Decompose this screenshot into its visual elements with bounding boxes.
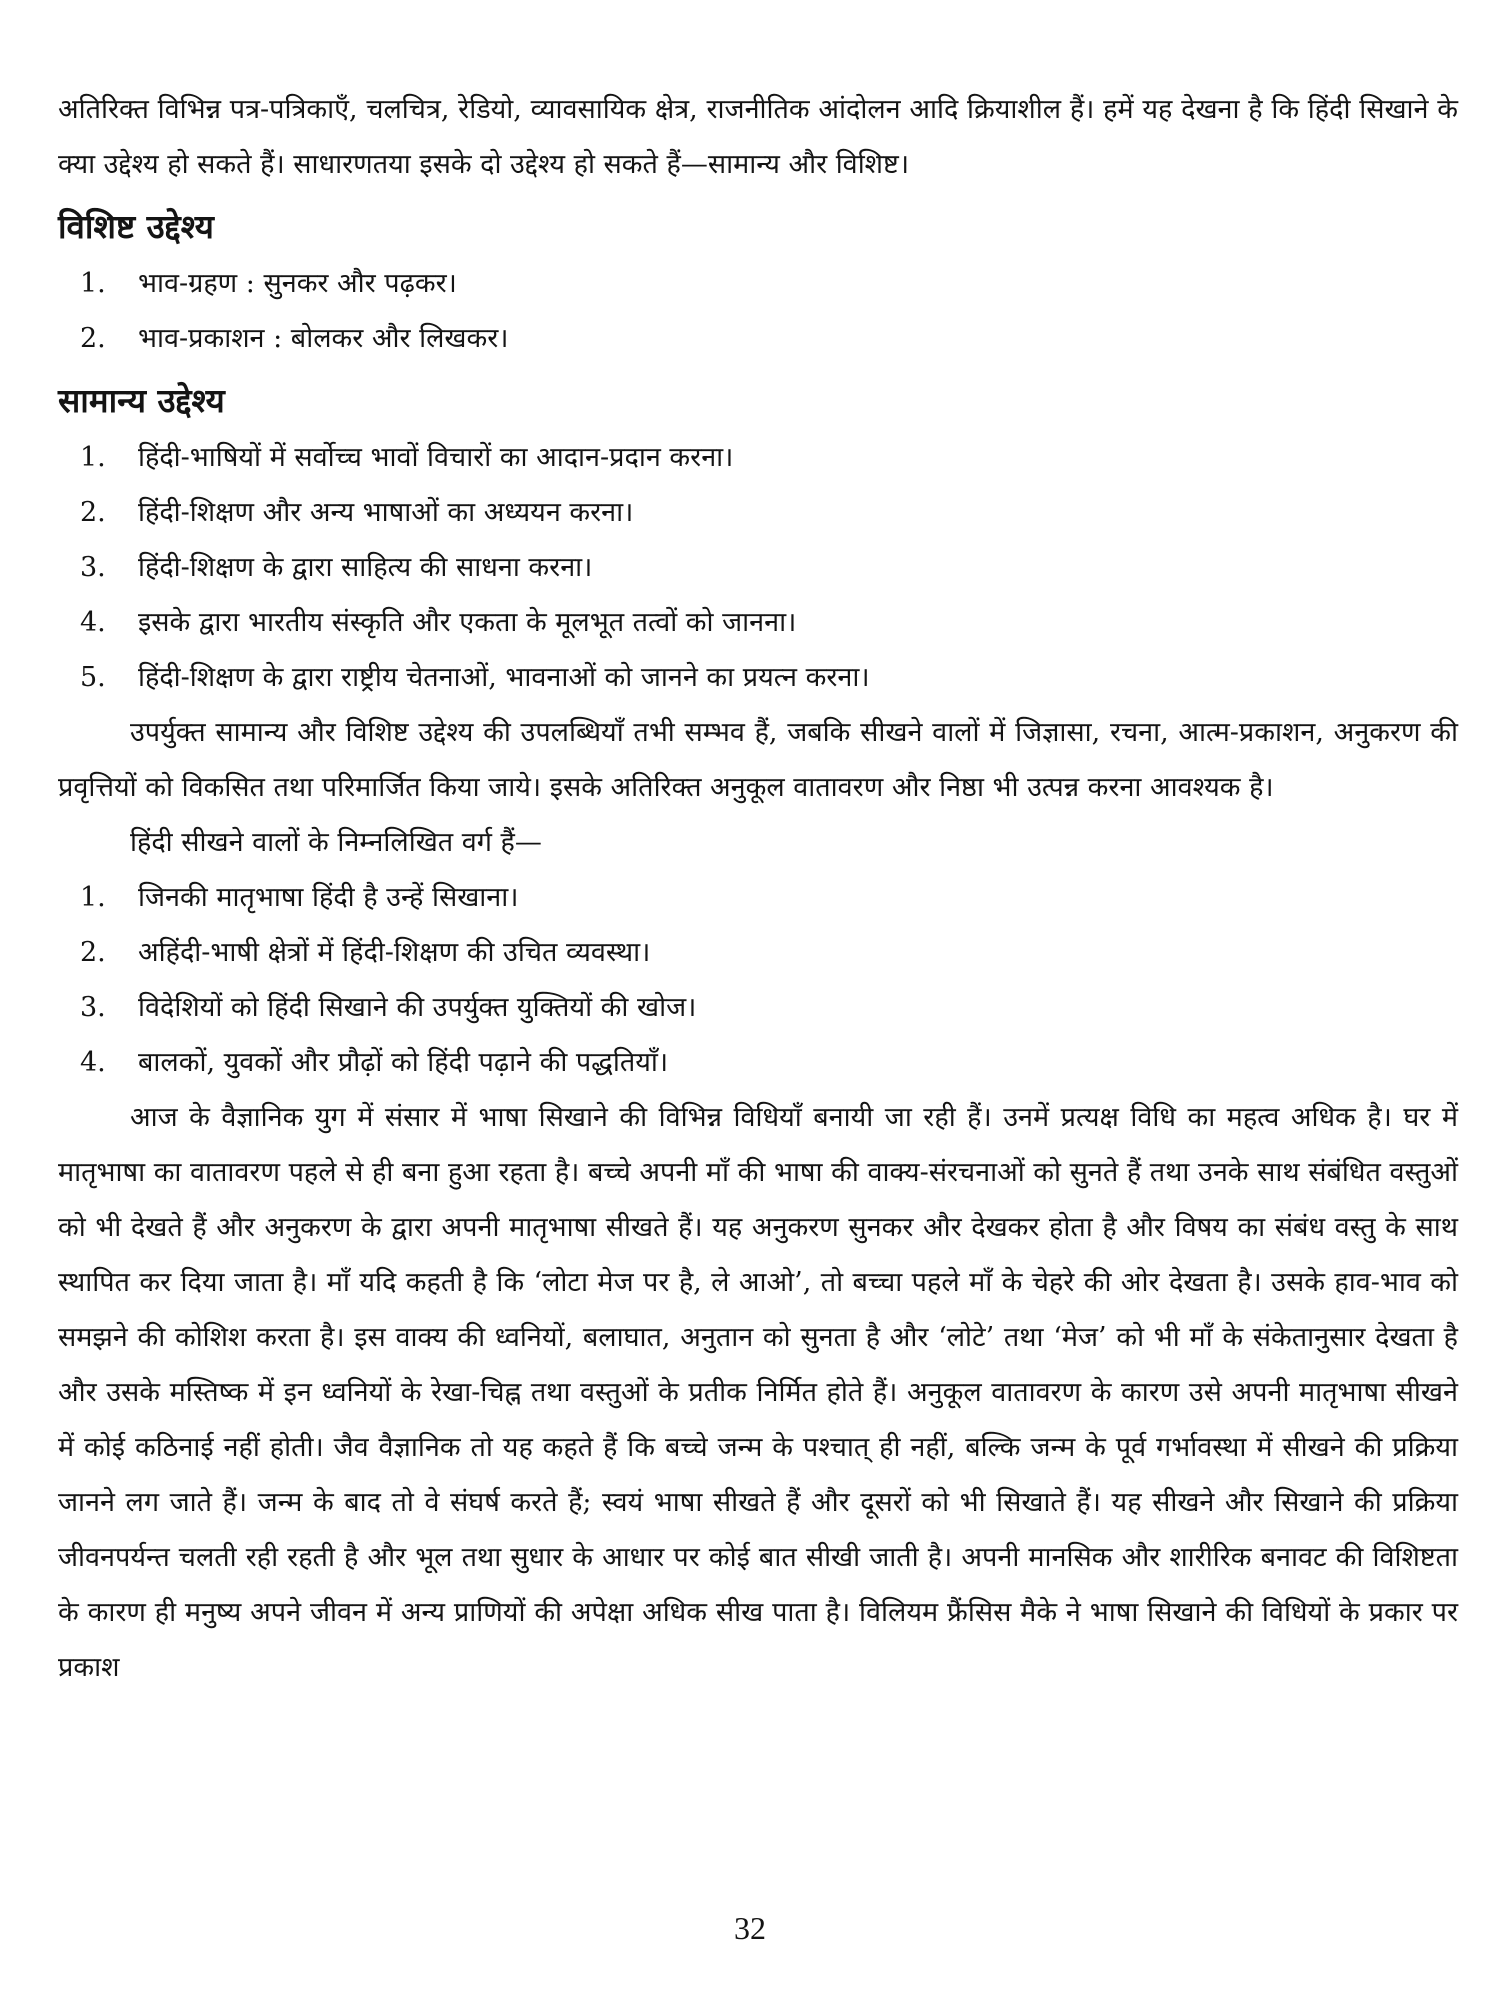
list-item-text: हिंदी-शिक्षण के द्वारा राष्ट्रीय चेतनाओं, भावनाओं को जानने का प्रयत्न करना। <box>138 662 870 693</box>
list-item-text: बालकों, युवकों और प्रौढ़ों को हिंदी पढ़ाने की पद्धतियाँ। <box>138 1047 669 1078</box>
page-body <box>58 82 1458 1695</box>
list-item-text: भाव-प्रकाशन : बोलकर और लिखकर। <box>138 323 509 354</box>
list-item <box>80 540 1458 595</box>
list-item <box>80 925 1458 980</box>
list-item-number: 3. <box>80 552 106 583</box>
objectives-paragraph: उपर्युक्त सामान्य और विशिष्ट उद्देश्य की उपलब्धियाँ तभी सम्भव हैं, जबकि सीखने वालों में जिज्ञासा, रचना, आत्म-प्रकाशन, अनुकरण की प्रवृत्तियों को विकसित तथा परिमार्जित किया जाये। इसके अतिरिक्त अनुकूल वातावरण और निष्ठा भी उत्पन्न करना आवश्यक है। <box>58 717 1458 803</box>
list-item <box>80 980 1458 1035</box>
list-item <box>80 485 1458 540</box>
list-item-text: अहिंदी-भाषी क्षेत्रों में हिंदी-शिक्षण की उचित व्यवस्था। <box>138 937 651 968</box>
list-item-number: 2. <box>80 937 106 968</box>
list-item-number: 4. <box>80 607 106 638</box>
list-item-number: 1. <box>80 268 106 299</box>
list-item-text: भाव-ग्रहण : सुनकर और पढ़कर। <box>138 268 457 299</box>
list-item-text: हिंदी-शिक्षण के द्वारा साहित्य की साधना करना। <box>138 552 593 583</box>
general-objectives-heading: सामान्य उद्देश्य <box>58 381 225 420</box>
list-item <box>80 256 1458 311</box>
learners-intro: हिंदी सीखने वालों के निम्नलिखित वर्ग हैं— <box>130 827 542 858</box>
main-paragraph: आज के वैज्ञानिक युग में संसार में भाषा सिखाने की विभिन्न विधियाँ बनायी जा रही हैं। उनमें प्रत्यक्ष विधि का महत्व अधिक है। घर में मातृभाषा का वातावरण पहले से ही बना हुआ रहता है। बच्चे अपनी माँ की भाषा की वाक्य-संरचनाओं को सुनते हैं तथा उनके साथ संबंधित वस्तुओं को भी देखते हैं और अनुकरण के द्वारा अपनी मातृभाषा सीखते हैं। यह अनुकरण सुनकर और देखकर होता है और विषय का संबंध वस्तु के साथ स्थापित कर दिया जाता है। माँ यदि कहती है कि ‘लोटा मेज पर है, ले आओ’, तो बच्चा पहले माँ के चेहरे की ओर देखता है। उसके हाव-भाव को समझने की कोशिश करता है। इस वाक्य की ध्वनियों, बलाघात, अनुतान को सुनता है और ‘लोटे’ तथा ‘मेज’ को भी माँ के संकेतानुसार देखता है और उसके मस्तिष्क में इन ध्वनियों के रेखा-चिह्न तथा वस्तुओं के प्रतीक निर्मित होते हैं। अनुकूल वातावरण के कारण उसे अपनी मातृभाषा सीखने में कोई कठिनाई नहीं होती। जैव वैज्ञानिक तो यह कहते हैं कि बच्चे जन्म के पश्चात् ही नहीं, बल्कि जन्म के पूर्व गर्भावस्था में सीखने की प्रक्रिया जानने लग जाते हैं। जन्म के बाद तो वे संघर्ष करते हैं; स्वयं भाषा सीखते हैं और दूसरों को भी सिखाते हैं। यह सीखने और सिखाने की प्रक्रिया जीवनपर्यन्त चलती रही रहती है और भूल तथा सुधार के आधार पर कोई बात सीखी जाती है। अपनी मानसिक और शारीरिक बनावट की विशिष्टता के कारण ही मनुष्य अपने जीवन में अन्य प्राणियों की अपेक्षा अधिक सीख पाता है। विलियम फ्रैंसिस मैके ने भाषा सिखाने की विधियों के प्रकार पर प्रकाश <box>58 1102 1458 1683</box>
learners-list <box>58 870 1458 1090</box>
list-item <box>80 870 1458 925</box>
list-item <box>80 650 1458 705</box>
list-item-number: 4. <box>80 1047 106 1078</box>
list-item <box>80 595 1458 650</box>
list-item <box>80 1035 1458 1090</box>
list-item-number: 2. <box>80 323 106 354</box>
list-item-number: 1. <box>80 442 106 473</box>
list-item-text: हिंदी-भाषियों में सर्वोच्च भावों विचारों का आदान-प्रदान करना। <box>138 442 734 473</box>
list-item-text: जिनकी मातृभाषा हिंदी है उन्हें सिखाना। <box>138 882 519 913</box>
intro-paragraph: अतिरिक्त विभिन्न पत्र-पत्रिकाएँ, चलचित्र, रेडियो, व्यावसायिक क्षेत्र, राजनीतिक आंदोलन आदि क्रियाशील हैं। हमें यह देखना है कि हिंदी सिखाने के क्या उद्देश्य हो सकते हैं। साधारणतया इसके दो उद्देश्य हो सकते हैं—सामान्य और विशिष्ट। <box>58 94 1458 180</box>
list-item <box>80 311 1458 366</box>
list-item-number: 5. <box>80 662 106 693</box>
list-item-number: 1. <box>80 882 106 913</box>
list-item-number: 2. <box>80 497 106 528</box>
list-item-text: इसके द्वारा भारतीय संस्कृति और एकता के मूलभूत तत्वों को जानना। <box>138 607 797 638</box>
page-number: 32 <box>734 1910 766 1946</box>
list-item-number: 3. <box>80 992 106 1023</box>
list-item <box>80 430 1458 485</box>
specific-objectives-heading: विशिष्ट उद्देश्य <box>58 207 214 246</box>
list-item-text: हिंदी-शिक्षण और अन्य भाषाओं का अध्ययन करना। <box>138 497 634 528</box>
list-item-text: विदेशियों को हिंदी सिखाने की उपर्युक्त युक्तियों की खोज। <box>138 992 697 1023</box>
specific-objectives-list <box>58 256 1458 366</box>
general-objectives-list <box>58 430 1458 705</box>
